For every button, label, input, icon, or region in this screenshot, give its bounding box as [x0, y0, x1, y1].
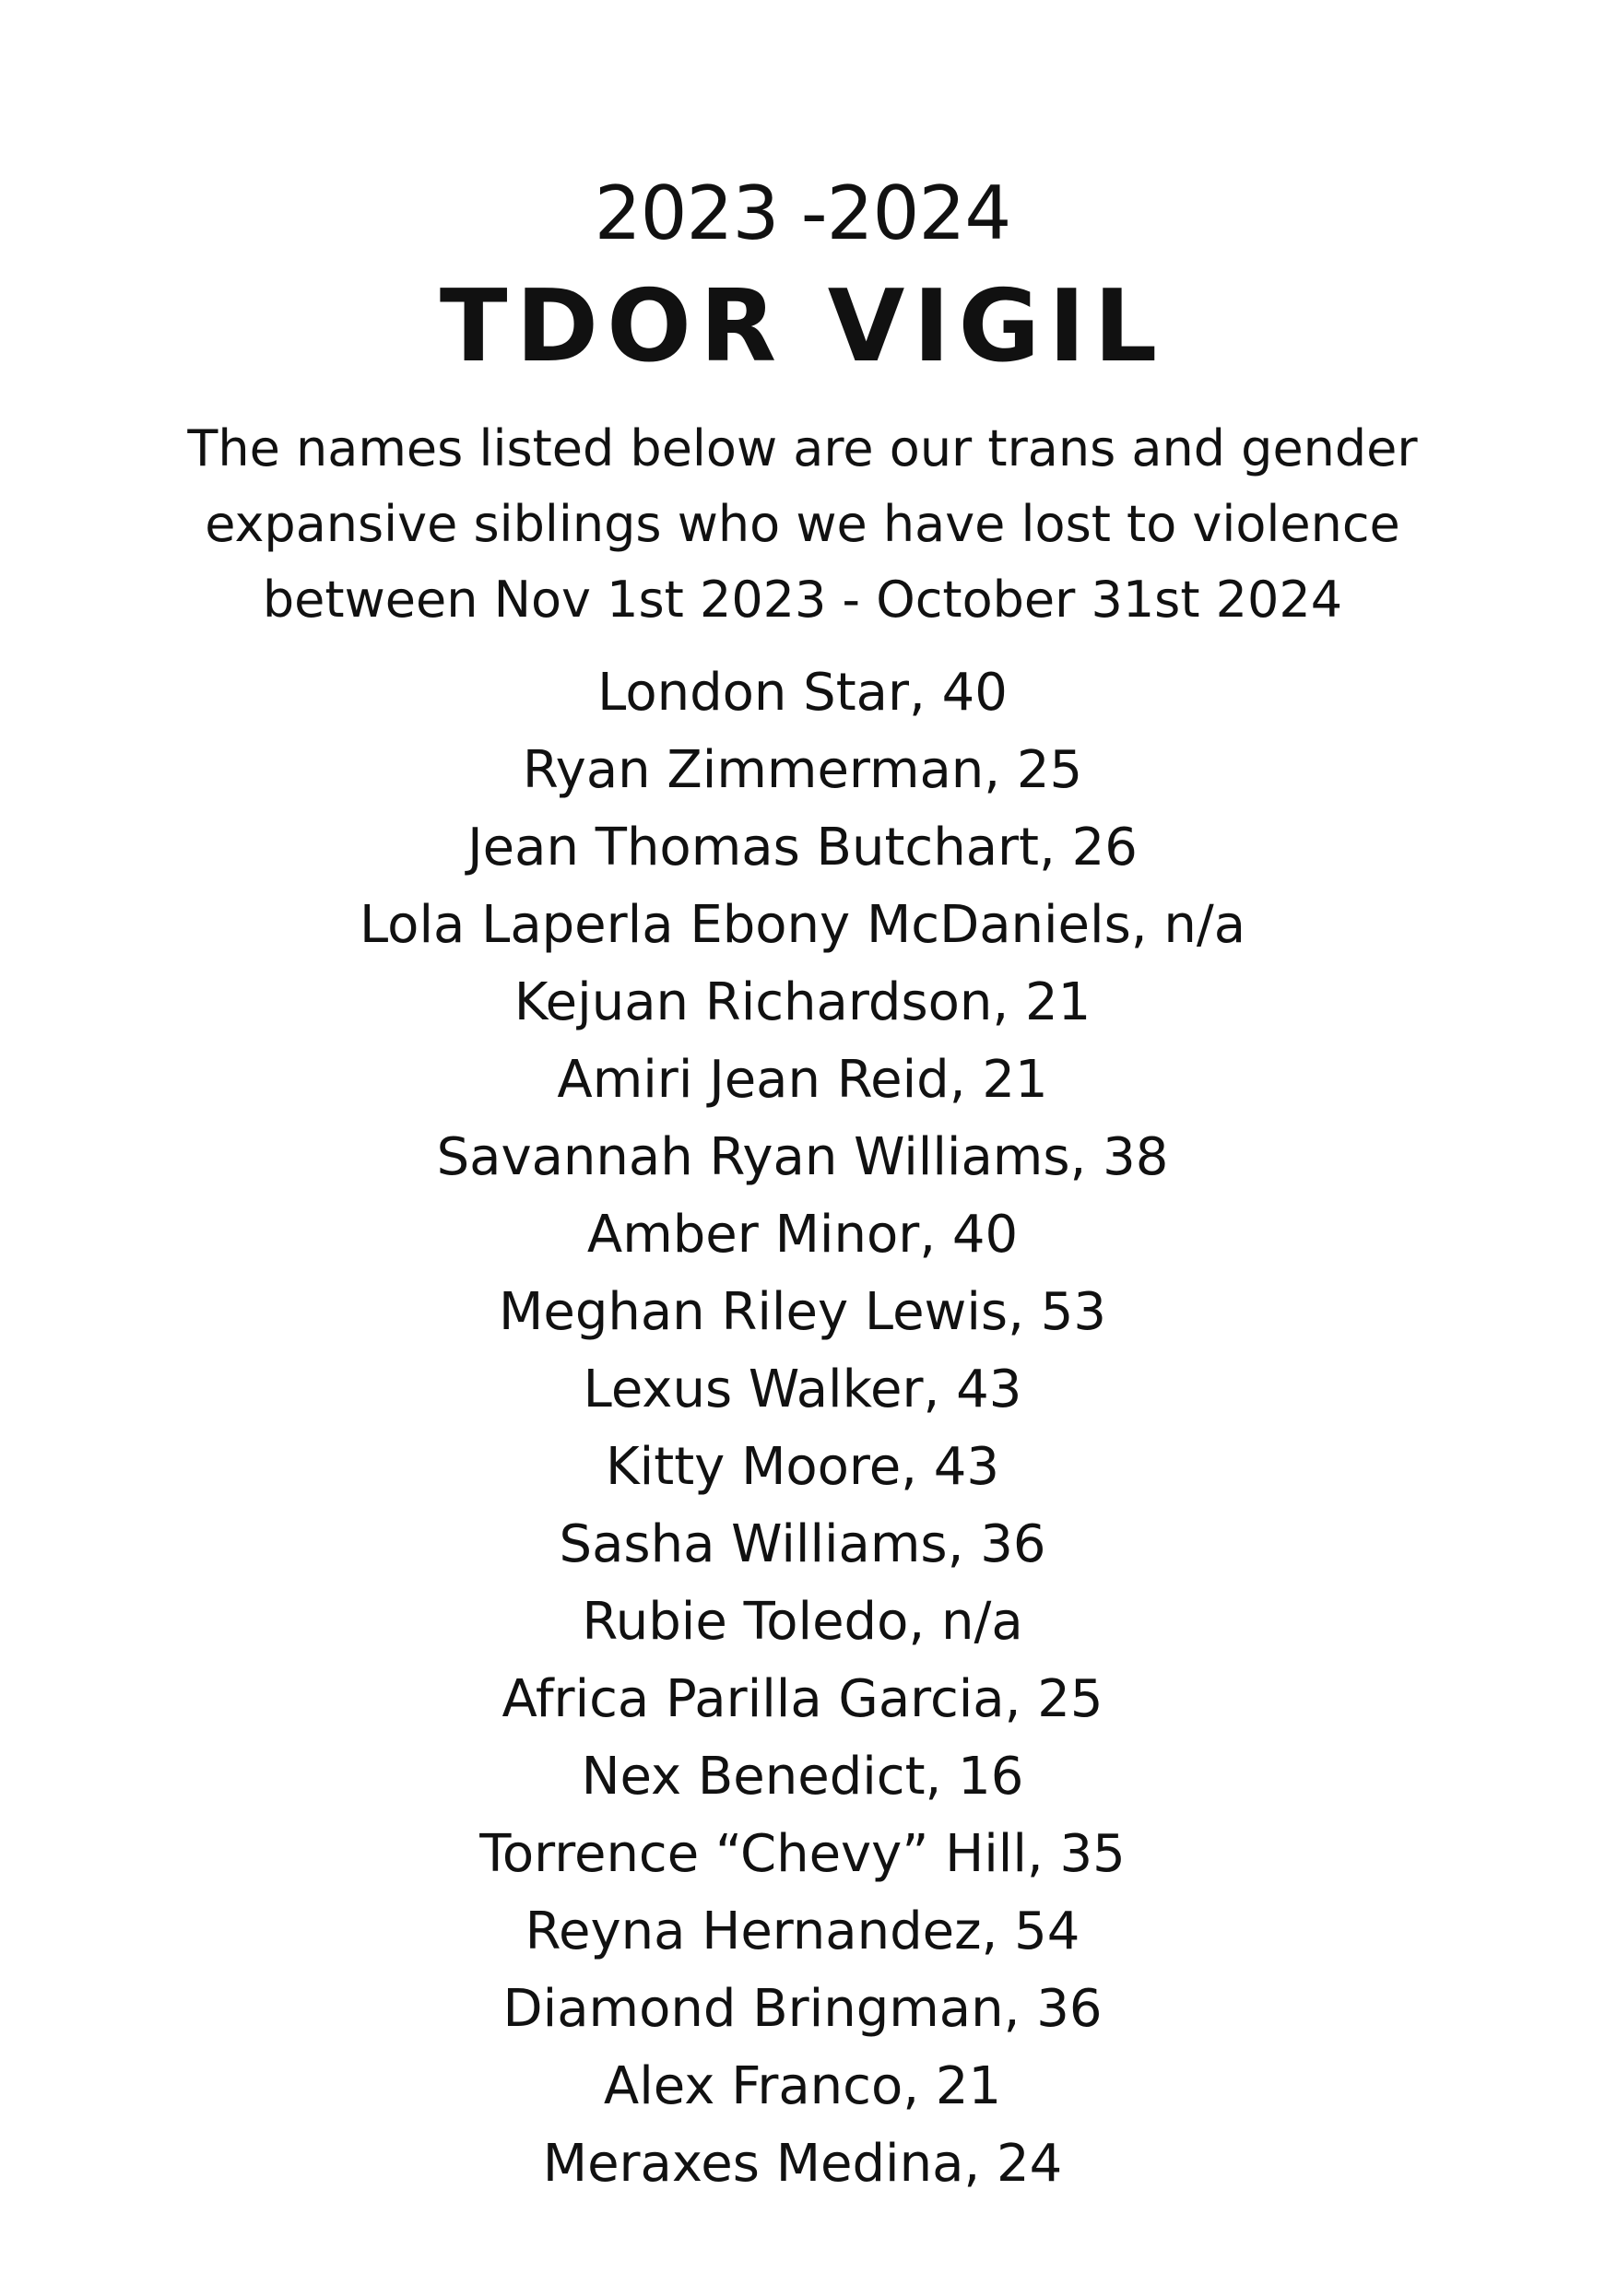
- intro-paragraph: [111, 411, 1494, 638]
- name-item: Ryan Zimmerman, 25: [522, 740, 1083, 800]
- name-item: Kitty Moore, 43: [605, 1437, 1000, 1497]
- name-item: Nex Benedict, 16: [581, 1747, 1024, 1807]
- name-item: London Star, 40: [597, 663, 1008, 723]
- intro-line: The names listed below are our trans and gender: [187, 419, 1418, 477]
- name-item: Amiri Jean Reid, 21: [557, 1050, 1048, 1110]
- name-item: Amber Minor, 40: [586, 1205, 1019, 1265]
- name-item: Meraxes Medina, 24: [542, 2134, 1063, 2194]
- name-item: Savannah Ryan Williams, 38: [436, 1127, 1169, 1187]
- name-item: Rubie Toledo, n/a: [582, 1592, 1023, 1652]
- name-item: Sasha Williams, 36: [559, 1514, 1046, 1574]
- vigil-title: TDOR VIGIL: [439, 269, 1166, 384]
- name-item: Lexus Walker, 43: [583, 1360, 1022, 1419]
- name-item: Kejuan Richardson, 21: [513, 972, 1092, 1032]
- names-list: [0, 654, 1605, 2203]
- name-item: Reyna Hernandez, 54: [525, 1902, 1080, 1961]
- intro-line: expansive siblings who we have lost to violence: [205, 495, 1400, 553]
- name-item: Jean Thomas Butchart, 26: [467, 818, 1138, 877]
- name-item: Torrence “Chevy” Hill, 35: [479, 1824, 1126, 1884]
- name-item: Africa Parilla Garcia, 25: [502, 1669, 1103, 1729]
- name-item: Lola Laperla Ebony McDaniels, n/a: [359, 895, 1246, 955]
- name-item: Diamond Bringman, 36: [502, 1979, 1103, 2039]
- intro-line: between Nov 1st 2023 - October 31st 2024: [262, 571, 1343, 629]
- name-item: Meghan Riley Lewis, 53: [499, 1282, 1106, 1342]
- name-item: Alex Franco, 21: [603, 2056, 1002, 2116]
- vigil-year: 2023 -2024: [594, 171, 1011, 256]
